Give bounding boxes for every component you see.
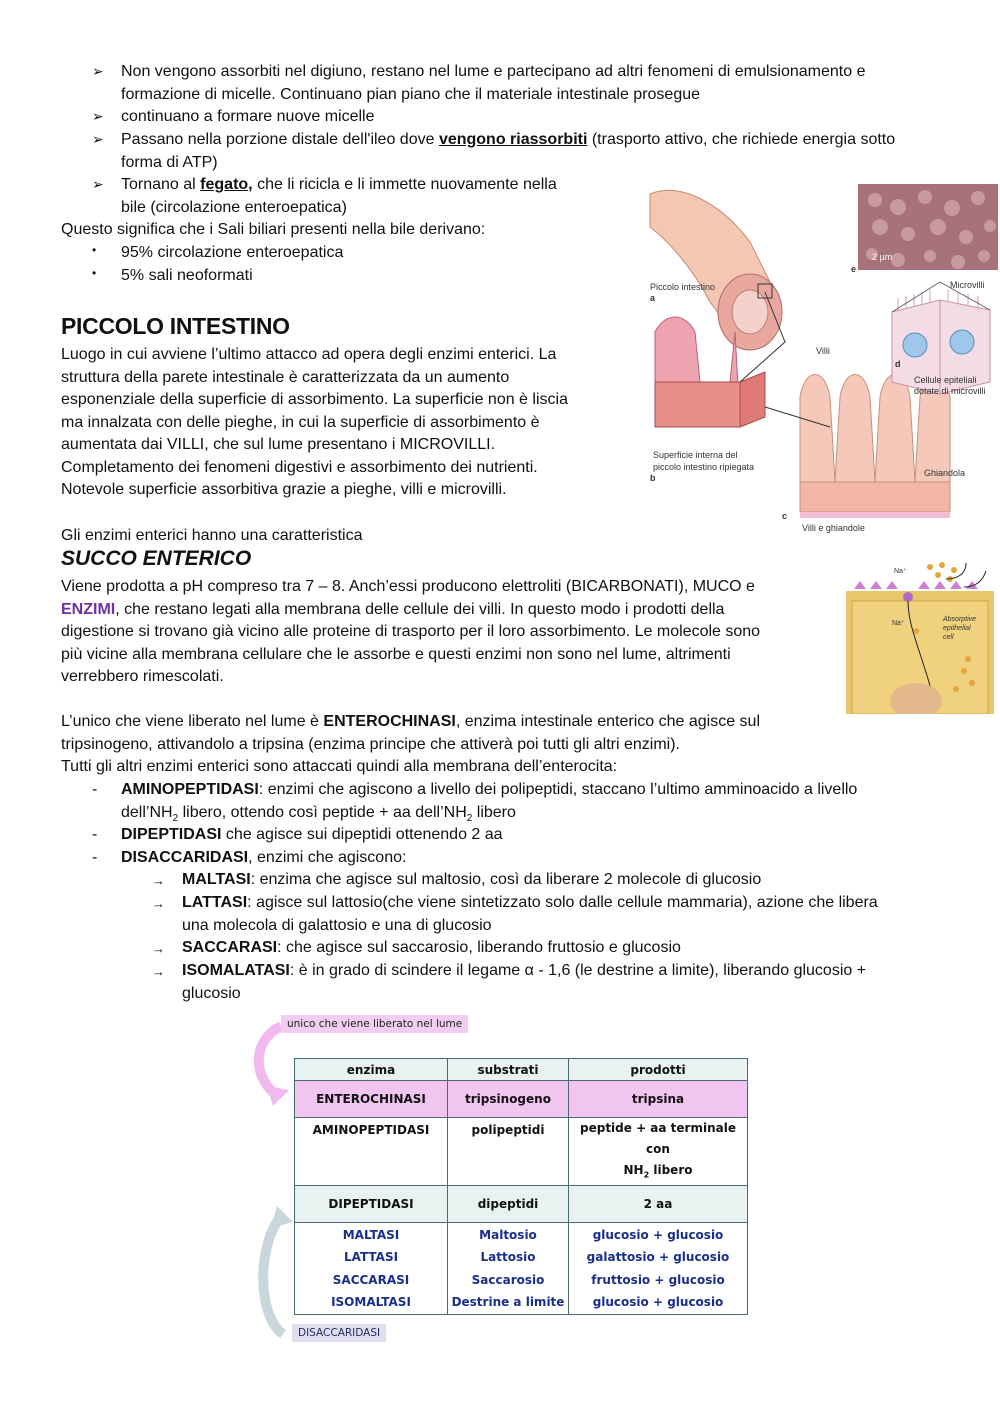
paragraph-line: verrebbero rimescolati. [61,668,224,685]
cell-line: ISOMALTASI [331,1295,411,1310]
intestine-illustration [640,182,1000,538]
table-header: prodotti [569,1059,748,1081]
cell-line: NH [623,1163,644,1177]
bold-underline-text: fegato, [200,176,253,193]
arrow-item [182,960,866,1005]
arrow-bullet-icon: ➢ [92,63,104,79]
paragraph-line: ma innalzata con delle pieghe, in cui la superficie di assorbimento è [61,413,540,431]
figure-label: a [650,293,656,303]
figure-label: epithelial [943,625,971,632]
bold-text: DIPEPTIDASI [121,826,222,843]
table-cell: ENTEROCHINASI [295,1081,448,1118]
paragraph-text: , enzima intestinale enterico che agisce sul [455,713,761,730]
arrow-item [182,892,878,937]
subscript: 2 [466,812,473,824]
enterochinasi-paragraph [61,711,760,779]
arrow-bullet-icon: ➢ [92,108,104,124]
figure-label: cell [943,634,954,641]
cell-line: glucosio + glucosio [592,1295,724,1310]
item-text: libero, ottendo così peptide + aa dell’NH [178,803,467,821]
table-cell: DIPEPTIDASI [295,1186,448,1223]
dash-bullet-icon: - [92,826,98,843]
table-cell: AMINOPEPTIDASI [295,1118,448,1186]
section-title: PICCOLO INTESTINO [61,313,290,339]
paragraph-line: più vicine alla membrana cellulare che le assorbe e questi enzimi non sono nel lume, altrimenti [61,645,731,663]
top-label: unico che viene liberato nel lume [281,1015,468,1033]
item-text: : enzima che agisce sul maltosio, così da liberare 2 molecole di glucosio [250,871,762,888]
dash-bullet-icon: - [92,849,98,866]
enzyme-table-figure [237,1006,762,1352]
bullet-item [121,61,865,106]
table-cell [569,1118,748,1186]
paragraph-line: struttura della parete intestinale è caratterizzata da un aumento [61,368,510,386]
bold-text: ISOMALATASI [182,962,290,979]
table-row [295,1223,748,1315]
cell-line: Saccarosio [471,1272,545,1287]
sali-item: 5% sali neoformati [121,267,253,284]
arrow-bullet-icon: ➢ [92,176,104,192]
bold-text: LATTASI [182,894,248,911]
table-cell [448,1223,569,1315]
figure-label: e [851,264,857,274]
figure-label: Piccolo intestino [650,282,716,292]
dash-bullet-icon: - [92,781,98,798]
item-text: una molecola di galattosio e una di glucosio [182,916,492,934]
bottom-label: DISACCARIDASI [292,1324,386,1342]
bullet-line: bile (circolazione enteroepatica) [121,198,347,216]
cell-line: Lattosio [480,1250,536,1265]
item-text: glucosio [182,984,241,1002]
dot-bullet-icon: • [92,266,97,280]
figure-label: Ghiandola [924,468,966,478]
table-cell [569,1223,748,1315]
figure-label: dotate di microvilli [914,386,986,396]
arrow-icon: → [152,941,165,956]
bullet-item [121,129,961,174]
arrow-icon: → [152,964,165,979]
bullet-text: Passano nella porzione distale dell'ileo dove [121,131,439,148]
paragraph-line: Completamento dei fenomeni digestivi e assorbimento dei nutrienti. [61,458,538,476]
bold-text: DISACCARIDASI [121,849,249,866]
paragraph-line: digestione si trovano già vicino alle proteine di trasporto per il loro assorbimento. Le molecole sono [61,623,761,640]
succo-paragraph [61,576,760,689]
bold-text: MALTASI [182,871,251,888]
dash-item [121,824,503,847]
bullet-text: (trasporto attivo, che richiede energia sotto [587,131,896,148]
table-cell: tripsina [569,1081,748,1118]
subscript: 2 [643,1170,650,1180]
piccolo-paragraph [61,344,568,502]
bold-text: SACCARASI [182,939,278,956]
paragraph-line: esponenziale della superficie di assorbimento. La superficie non è liscia [61,391,568,408]
bullet-item [121,106,374,129]
bullet-text: Tornano al [121,176,201,193]
dot-bullet-icon: • [92,243,97,257]
item-text: , enzimi che agiscono: [248,849,407,866]
figure-label: Absorptive [943,616,977,623]
paragraph-line: tripsinogeno, attivandolo a tripsina (enzima principe che attiverà poi tutti gli altri enzimi). [61,735,680,753]
table-header-row [295,1059,748,1081]
figure-label: Cellule epiteliali [914,375,977,385]
sali-intro: Questo significa che i Sali biliari presenti nella bile derivano: [61,221,486,238]
arrow-bullet-icon: ➢ [92,131,104,147]
bullet-line: formazione di micelle. Continuano pian piano che il materiale intestinale prosegue [121,85,701,103]
table-row [295,1081,748,1118]
item-text: libero [472,803,516,821]
cell-line: libero [649,1163,693,1177]
table-header: enzima [295,1059,448,1081]
arrow-item [182,937,681,960]
table-cell: dipeptidi [448,1186,569,1223]
item-text: dell’NH [121,803,173,821]
table-row [295,1118,748,1186]
paragraph-line: Tutti gli altri enzimi enterici sono attaccati quindi alla membrana dell’enterocita: [61,758,618,775]
bullet-item [121,174,557,219]
enzyme-table [294,1058,748,1315]
dash-item [121,779,857,830]
cell-line: fruttosio + glucosio [591,1272,725,1287]
item-text: : enzimi che agiscono a livello dei polipeptidi, staccano l’ultimo amminoacido a livello [258,781,858,798]
bold-text: AMINOPEPTIDASI [121,781,259,798]
table-header: substrati [448,1059,569,1081]
section-title: SUCCO ENTERICO [61,547,252,570]
figure-label: Na⁺ [894,568,907,575]
figure-label: Microvilli [950,280,985,290]
cell-line: glucosio + glucosio [592,1227,724,1242]
figure-label: Na⁺ [892,620,905,627]
bold-underline-text: vengono riassorbiti [438,131,588,148]
item-text: : agisce sul lattosio(che viene sintetizzato solo dalle cellule mammaria), azione che libera [247,894,878,911]
paragraph-text: L’unico che viene liberato nel lume è [61,713,324,730]
figure-label: Villi e ghiandole [802,523,865,533]
cell-line: Destrine a limite [451,1295,565,1310]
bullet-line: forma di ATP) [121,153,218,171]
table-cell [295,1223,448,1315]
paragraph-line: Luogo in cui avviene l’ultimo attacco ad opera degli enzimi enterici. La [61,346,557,363]
sali-item: 95% circolazione enteroepatica [121,244,344,261]
bullet-text: che li ricicla e li immette nuovamente nella [252,176,557,193]
paragraph-line: aumentata dai VILLI, che sul lume presentano i MICROVILLI. [61,436,496,453]
item-text: : che agisce sul saccarosio, liberando fruttosio e glucosio [277,939,681,956]
cell-figure [846,561,994,714]
figure-label: b [650,473,656,483]
arrow-item [182,869,761,892]
figure-scale: 2 µm [872,252,893,262]
bold-text: ENTEROCHINASI [323,713,456,730]
cell-line: peptide + aa terminale con [580,1121,736,1156]
intestine-figure [640,182,1000,538]
bullet-line: continuano a formare nuove micelle [121,108,375,125]
paragraph-line: Viene prodotta a pH compreso tra 7 – 8. Anch’essi producono elettroliti (BICARBONATI), MUCO e [61,578,755,595]
table-cell: polipeptidi [448,1118,569,1186]
figure-label: piccolo intestino ripiegata [653,462,755,472]
table-cell: 2 aa [569,1186,748,1223]
arrow-icon: → [152,873,165,888]
arrow-icon: → [152,896,165,911]
enzimi-line: Gli enzimi enterici hanno una caratteristica [61,527,363,544]
figure-label: d [895,359,901,369]
cell-line: SACCARASI [332,1272,410,1287]
highlight-text: ENZIMI [61,600,116,618]
cell-line: Maltosio [479,1227,537,1242]
figure-label: Superficie interna del [653,450,738,460]
figure-label: Villi [816,346,830,356]
figure-label: c [782,511,788,521]
dash-item [121,847,406,870]
paragraph-line: , che restano legati alla membrana delle cellule dei villi. In questo modo i prodotti della [115,600,725,618]
table-cell: tripsinogeno [448,1081,569,1118]
item-text: : è in grado di scindere il legame α - 1,6 (le destrine a limite), liberando glucosio + [289,962,867,979]
cell-line: MALTASI [342,1227,400,1242]
subscript: 2 [172,812,179,824]
cell-line: LATTASI [343,1250,399,1265]
bullet-line: Non vengono assorbiti nel digiuno, restano nel lume e partecipano ad altri fenomeni di emulsionamento e [121,63,866,80]
paragraph-line: Notevole superficie assorbitiva grazie a pieghe, villi e microvilli. [61,481,507,498]
table-row [295,1186,748,1223]
cell-illustration [846,561,994,714]
cell-line: galattosio + glucosio [586,1250,730,1265]
item-text: che agisce sui dipeptidi ottenendo 2 aa [221,826,503,843]
